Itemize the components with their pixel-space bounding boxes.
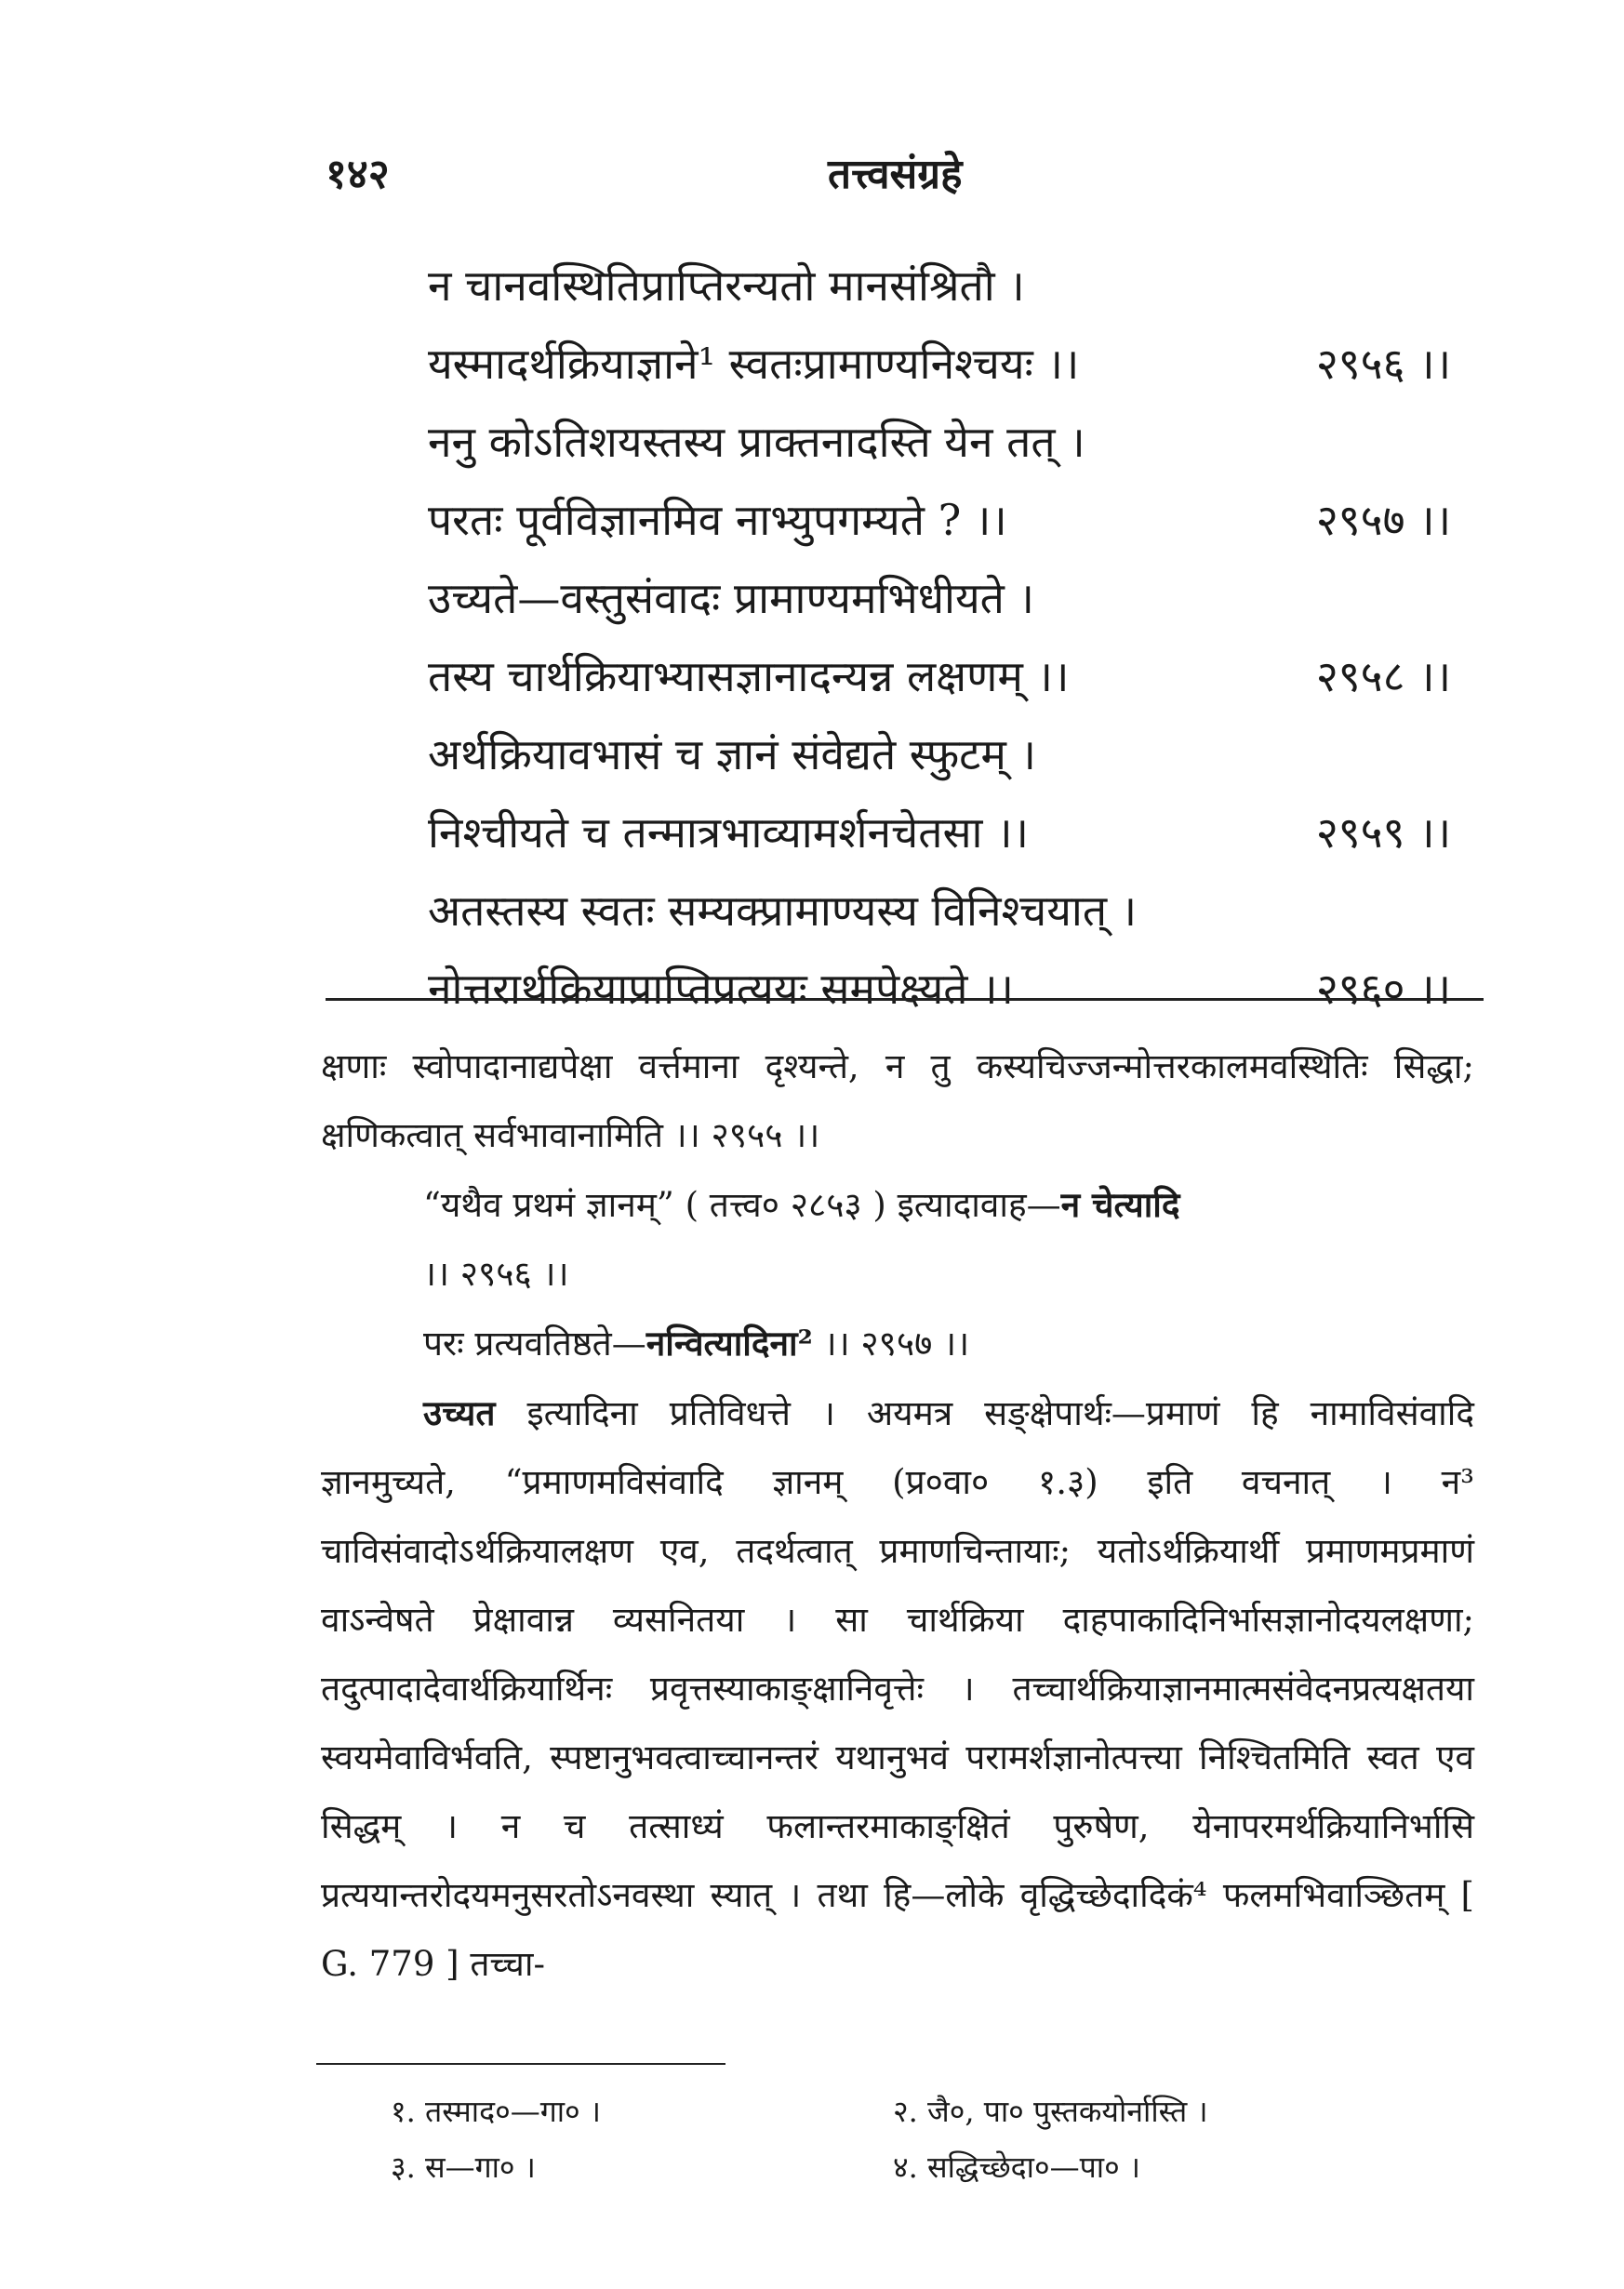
commentary-text: इत्यादिना प्रतिविधत्ते । अयमत्र सङ्क्षेपार्थः—प्रमाणं हि नामाविसंवादि ज्ञानमुच्यते, “प्रमाणमविसंवादि ज्ञानम् (प्र०वा० १.३) इति वचनात् । न³ चाविसंवादोऽर्थक्रियालक्षण एव, तदर्थत्वात् प्रमाणचिन्तायाः; यतोऽर्थक्रियार्थी प्रमाणमप्रमाणं वाऽन्वेषते प्रेक्षावान्न व्यसनितया । सा चार्थक्रिया दाहपाकादिनिर्भासज्ञानोदयलक्षणा; तदुत्पादादेवार्थक्रियार्थिनः प्रवृत्तस्याकाङ्क्षानिवृत्तेः । तच्चार्थक्रियाज्ञानमात्मसंवेदनप्रत्यक्षतया स्वयमेवाविर्भवति, स्पष्टानुभवत्वाच्चानन्तरं यथानुभवं परामर्शज्ञानोत्पत्त्या निश्चितमिति स्वत एव सिद्धम् । न च तत्साध्यं फलान्तरमाकाङ्क्षितं पुरुषेण, येनापरमर्थक्रियानिर्भासि प्रत्ययान्तरोदयमनुसरतोऽनवस्था स्यात् । तथा हि—लोके वृद्धिच्छेदादिकं⁴ फलमभिवाञ्छितम् [ G. 779 ] तच्चा-: [321, 1393, 1474, 1984]
commentary-text: परः प्रत्यवतिष्ठते—: [423, 1324, 646, 1364]
footnotes: [391, 2083, 1470, 2195]
verse-line: [428, 246, 1470, 325]
footnote-divider: [316, 2063, 725, 2065]
footnote: ३. स—गा० ।: [391, 2149, 536, 2185]
verse-reference: ।। २९५७ ।।: [812, 1324, 970, 1364]
footnote: ४. सद्धिच्छेदा०—पा० ।: [893, 2149, 1141, 2185]
verse-text: निश्चीयते च तन्मात्रभाव्यामर्शनचेतसा ।।: [428, 807, 1029, 858]
section-divider: [326, 998, 1484, 1001]
verse-text: अर्थक्रियावभासं च ज्ञानं संवेद्यते स्फुटम् ।: [428, 729, 1036, 779]
footnote-row: [391, 2139, 1470, 2195]
verse-number: २९५८ ।।: [1315, 651, 1451, 701]
verse-number: २९५७ ।।: [1315, 495, 1451, 545]
footnote: १. तस्माद०—गा० ।: [391, 2094, 601, 2129]
page-header: [326, 144, 1488, 209]
verse-text: उच्यते—वस्तुसंवादः प्रामाण्यमभिधीयते ।: [428, 573, 1034, 623]
verse-line: [428, 872, 1470, 950]
commentary-paragraph: [321, 1170, 1474, 1309]
running-title: तत्त्वसंग्रहे: [828, 151, 963, 198]
footnote: २. जै०, पा० पुस्तकयोर्नास्ति ।: [893, 2094, 1208, 2129]
verse-text: अतस्तस्य स्वतः सम्यक्प्रामाण्यस्य विनिश्चयात् ।: [428, 885, 1138, 936]
commentary: [321, 1032, 1474, 1999]
verse-number: २९५९ ।।: [1315, 807, 1451, 858]
page-number: १४२: [326, 151, 390, 198]
verse-line: [428, 559, 1470, 637]
verse-text: यस्मादर्थक्रियाज्ञाने¹ स्वतःप्रामाण्यनिश्चयः ।।: [428, 339, 1080, 389]
verse-line: [428, 481, 1470, 559]
footnote-row: [391, 2083, 1470, 2139]
verse-line: [428, 403, 1470, 481]
verse-number: २९५६ ।।: [1315, 339, 1451, 389]
verse-block: [428, 246, 1470, 1028]
verse-line: [428, 637, 1470, 715]
commentary-text: “यथैव प्रथमं ज्ञानम्” ( तत्त्व० २८५३ ) इत्यादावाह—: [423, 1185, 1061, 1225]
commentary-keyword: नन्वित्यादिना²: [646, 1323, 813, 1364]
commentary-paragraph: [321, 1309, 1474, 1378]
commentary-keyword: उच्यत: [423, 1392, 496, 1433]
verse-line: [428, 325, 1470, 403]
verse-number: २९६० ।।: [1315, 964, 1451, 1014]
commentary-keyword: न चेत्यादि: [1060, 1184, 1180, 1225]
verse-line: [428, 793, 1470, 872]
commentary-paragraph: [321, 1378, 1474, 1999]
verse-text: न चानवस्थितिप्राप्तिरन्यतो मानसंश्रितौ ।: [428, 260, 1025, 311]
verse-line: [428, 950, 1470, 1028]
verse-text: तस्य चार्थक्रियाभ्यासज्ञानादन्यन्न लक्षणम् ।।: [428, 651, 1070, 701]
verse-reference: ।। २९५६ ।।: [423, 1254, 569, 1294]
verse-text: परतः पूर्वविज्ञानमिव नाभ्युपगम्यते ? ।।: [428, 495, 1007, 545]
verse-text: ननु कोऽतिशयस्तस्य प्राक्तनादस्ति येन तत् ।: [428, 417, 1085, 467]
verse-text: नोत्तरार्थक्रियाप्राप्तिप्रत्ययः समपेक्ष्यते ।।: [428, 964, 1014, 1014]
commentary-paragraph: क्षणाः स्वोपादानाद्यपेक्षा वर्त्तमाना दृश्यन्ते, न तु कस्यचिज्जन्मोत्तरकालमवस्थितिः सिद्धा; क्षणिकत्वात् सर्वभावानामिति ।। २९५५ ।।: [321, 1046, 1474, 1155]
verse-line: [428, 715, 1470, 793]
